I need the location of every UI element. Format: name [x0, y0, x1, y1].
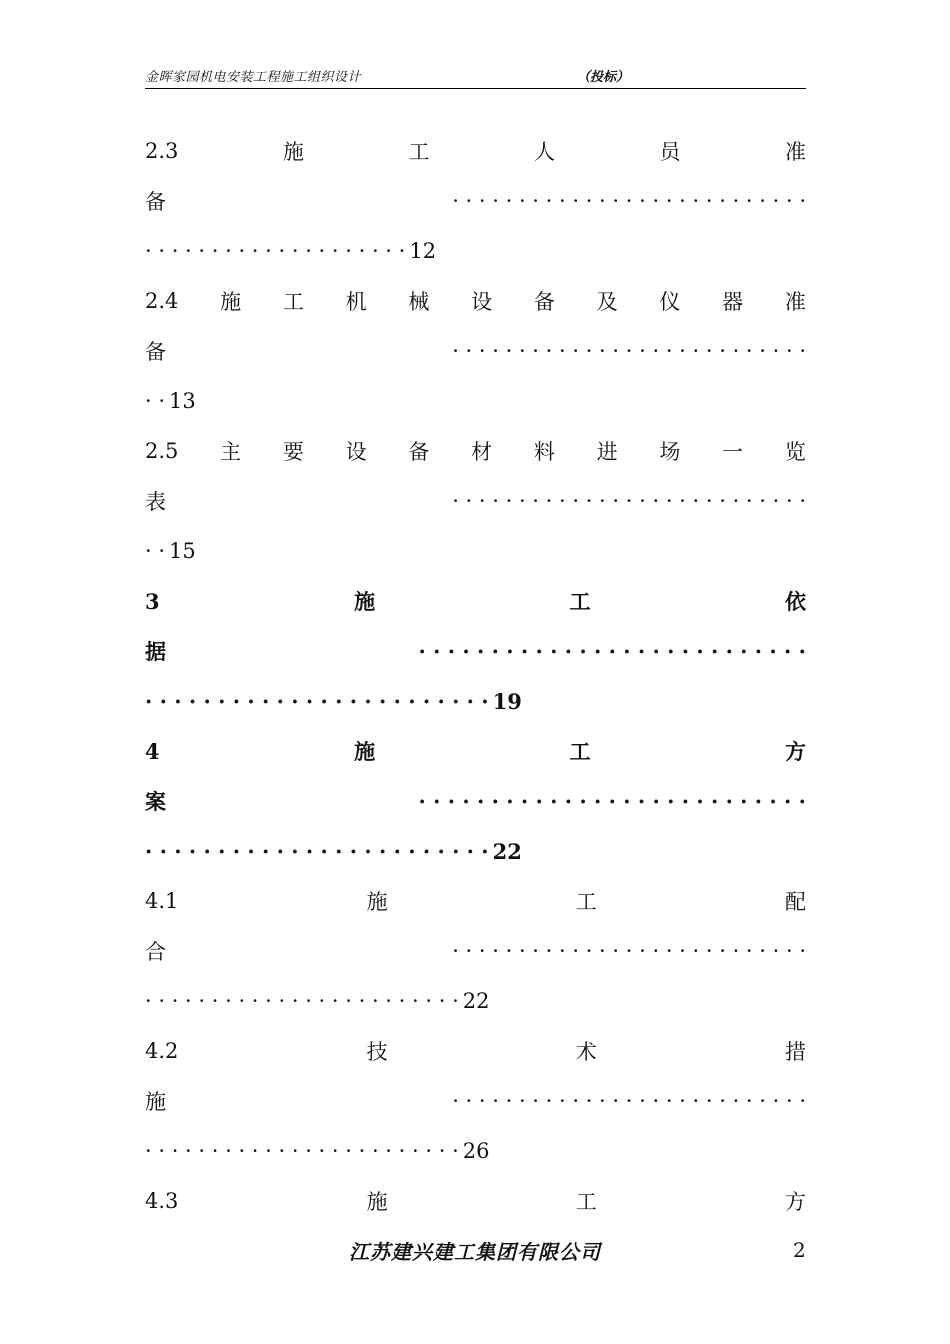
dot-leader: · · · · · · · · · · · · · · · · · · · · · · · · · · ·	[452, 1089, 806, 1113]
toc-entry-title-char: 施	[366, 1190, 388, 1214]
toc-entry-title-char: 方	[784, 739, 806, 764]
toc-entry-page-number: 19	[492, 688, 522, 714]
toc-entry-leader-line[interactable]	[145, 626, 806, 676]
toc-entry-title-char: 器	[722, 290, 744, 314]
toc-entry-title-char: 施	[220, 290, 242, 314]
dot-leader: · · · · · · · · · · · · · · · · · · · · · · · ·	[145, 1139, 459, 1163]
toc-entry-leader-line[interactable]	[145, 326, 806, 376]
toc-entry-leader-line[interactable]	[145, 926, 806, 976]
toc-entry-title-tail: 备	[145, 190, 166, 214]
dot-leader: · · · · · · · · · · · · · · · · · · · · · · · · · · ·	[452, 339, 806, 363]
toc-entry-title-char: 工	[569, 589, 591, 614]
toc-entry-page-number: 13	[169, 389, 196, 413]
toc-entry-leader-line[interactable]	[145, 176, 806, 226]
document-title: 金晖家园机电安装工程施工组织设计	[145, 70, 362, 85]
toc-entry-title-char: 主	[220, 440, 242, 464]
toc-entry-title-line[interactable]	[145, 1176, 806, 1226]
toc-entry-title-char: 进	[596, 440, 618, 464]
toc-entry-page-line[interactable]	[145, 976, 806, 1026]
table-of-contents	[145, 126, 806, 1226]
toc-entry-page-line[interactable]	[145, 826, 806, 876]
toc-entry-title-tail: 案	[145, 789, 166, 814]
toc-entry-page-line[interactable]	[145, 226, 806, 276]
toc-entry-number: 3	[145, 588, 160, 614]
toc-entry-title-char: 方	[784, 1190, 806, 1214]
toc-entry-title-char: 材	[471, 440, 493, 464]
dot-leader: · · · · · · · · · · · · · · · · · · · ·	[145, 239, 406, 263]
toc-entry-page-line[interactable]	[145, 526, 806, 576]
toc-entry-title-char: 及	[596, 290, 618, 314]
toc-entry-title-tail: 合	[145, 940, 166, 964]
toc-entry-page-number: 22	[462, 989, 490, 1013]
toc-entry-page-number: 12	[409, 239, 437, 263]
toc-entry-title-char: 工	[575, 1190, 597, 1214]
toc-entry-title-line[interactable]	[145, 126, 806, 176]
toc-entry-title-char: 工	[569, 739, 591, 764]
toc-entry-title-char: 措	[784, 1040, 806, 1064]
dot-leader: · · · · · · · · · · · · · · · · · · · · · · · · · · ·	[418, 638, 806, 664]
dot-leader: · · · · · · · · · · · · · · · · · · · · · · · · · · ·	[452, 189, 806, 213]
toc-entry-title-char: 依	[784, 589, 806, 614]
bid-tag: （投标）	[577, 70, 630, 85]
toc-entry-title-char: 准	[784, 140, 806, 164]
dot-leader: · · · · · · · · · · · · · · · · · · · · · · · ·	[145, 688, 489, 714]
toc-entry-title-char: 场	[659, 440, 681, 464]
toc-entry-number: 2.5	[145, 439, 179, 463]
toc-entry-title-tail: 据	[145, 639, 166, 664]
toc-entry-title-tail: 施	[145, 1090, 166, 1114]
footer-company-name: 江苏建兴建工集团有限公司	[349, 1240, 601, 1264]
toc-entry-title-line[interactable]	[145, 276, 806, 326]
toc-entry-number: 4.2	[145, 1039, 179, 1063]
dot-leader: · · · · · · · · · · · · · · · · · · · · · · · · · · ·	[418, 788, 806, 814]
toc-entry-title-char: 仪	[659, 290, 681, 314]
toc-entry-title-char: 术	[575, 1040, 597, 1064]
toc-entry-title-char: 览	[784, 440, 806, 464]
toc-entry-number: 4.3	[145, 1189, 179, 1213]
toc-entry-title-char: 工	[282, 290, 304, 314]
dot-leader: · ·	[145, 539, 166, 563]
toc-entry-title-char: 机	[345, 290, 367, 314]
toc-entry-title-line[interactable]	[145, 726, 806, 776]
dot-leader: · · · · · · · · · · · · · · · · · · · · · · · ·	[145, 989, 459, 1013]
dot-leader: · · · · · · · · · · · · · · · · · · · · · · · · · · ·	[452, 489, 806, 513]
toc-entry-number: 4	[145, 738, 160, 764]
toc-entry-title-char: 员	[659, 140, 681, 164]
toc-entry-title-tail: 表	[145, 490, 166, 514]
toc-entry-title-char: 一	[722, 440, 744, 464]
toc-entry-title-char: 施	[366, 890, 388, 914]
toc-entry-leader-line[interactable]	[145, 1076, 806, 1126]
toc-entry-title-char: 要	[282, 440, 304, 464]
toc-entry-title-char: 工	[408, 140, 430, 164]
toc-entry-number: 2.3	[145, 139, 179, 163]
footer-page-number: 2	[793, 1238, 806, 1262]
toc-entry-title-line[interactable]	[145, 876, 806, 926]
toc-entry-title-char: 械	[408, 290, 430, 314]
toc-entry-title-char: 配	[784, 890, 806, 914]
toc-entry-page-line[interactable]	[145, 676, 806, 726]
toc-entry-leader-line[interactable]	[145, 776, 806, 826]
toc-entry-page-number: 26	[462, 1139, 490, 1163]
page-header	[145, 64, 806, 89]
toc-entry-number: 2.4	[145, 289, 179, 313]
dot-leader: · · · · · · · · · · · · · · · · · · · · · · · · · · ·	[452, 939, 806, 963]
toc-entry-title-char: 备	[533, 290, 555, 314]
toc-entry-title-char: 准	[784, 290, 806, 314]
toc-entry-title-char: 施	[354, 589, 376, 614]
toc-entry-leader-line[interactable]	[145, 476, 806, 526]
dot-leader: · · · · · · · · · · · · · · · · · · · · · · · ·	[145, 838, 489, 864]
toc-entry-title-line[interactable]	[145, 426, 806, 476]
toc-entry-title-char: 设	[471, 290, 493, 314]
toc-entry-title-char: 施	[282, 140, 304, 164]
toc-entry-title-char: 备	[408, 440, 430, 464]
toc-entry-title-tail: 备	[145, 340, 166, 364]
toc-entry-title-char: 料	[533, 440, 555, 464]
toc-entry-page-number: 15	[169, 539, 196, 563]
toc-entry-title-line[interactable]	[145, 576, 806, 626]
dot-leader: · ·	[145, 389, 166, 413]
toc-entry-page-line[interactable]	[145, 1126, 806, 1176]
toc-entry-number: 4.1	[145, 889, 179, 913]
toc-entry-page-number: 22	[492, 838, 522, 864]
toc-entry-title-char: 人	[533, 140, 555, 164]
toc-entry-title-line[interactable]	[145, 1026, 806, 1076]
toc-entry-title-char: 设	[345, 440, 367, 464]
toc-entry-title-char: 技	[366, 1040, 388, 1064]
toc-entry-title-char: 工	[575, 890, 597, 914]
toc-entry-title-char: 施	[354, 739, 376, 764]
toc-entry-page-line[interactable]	[145, 376, 806, 426]
